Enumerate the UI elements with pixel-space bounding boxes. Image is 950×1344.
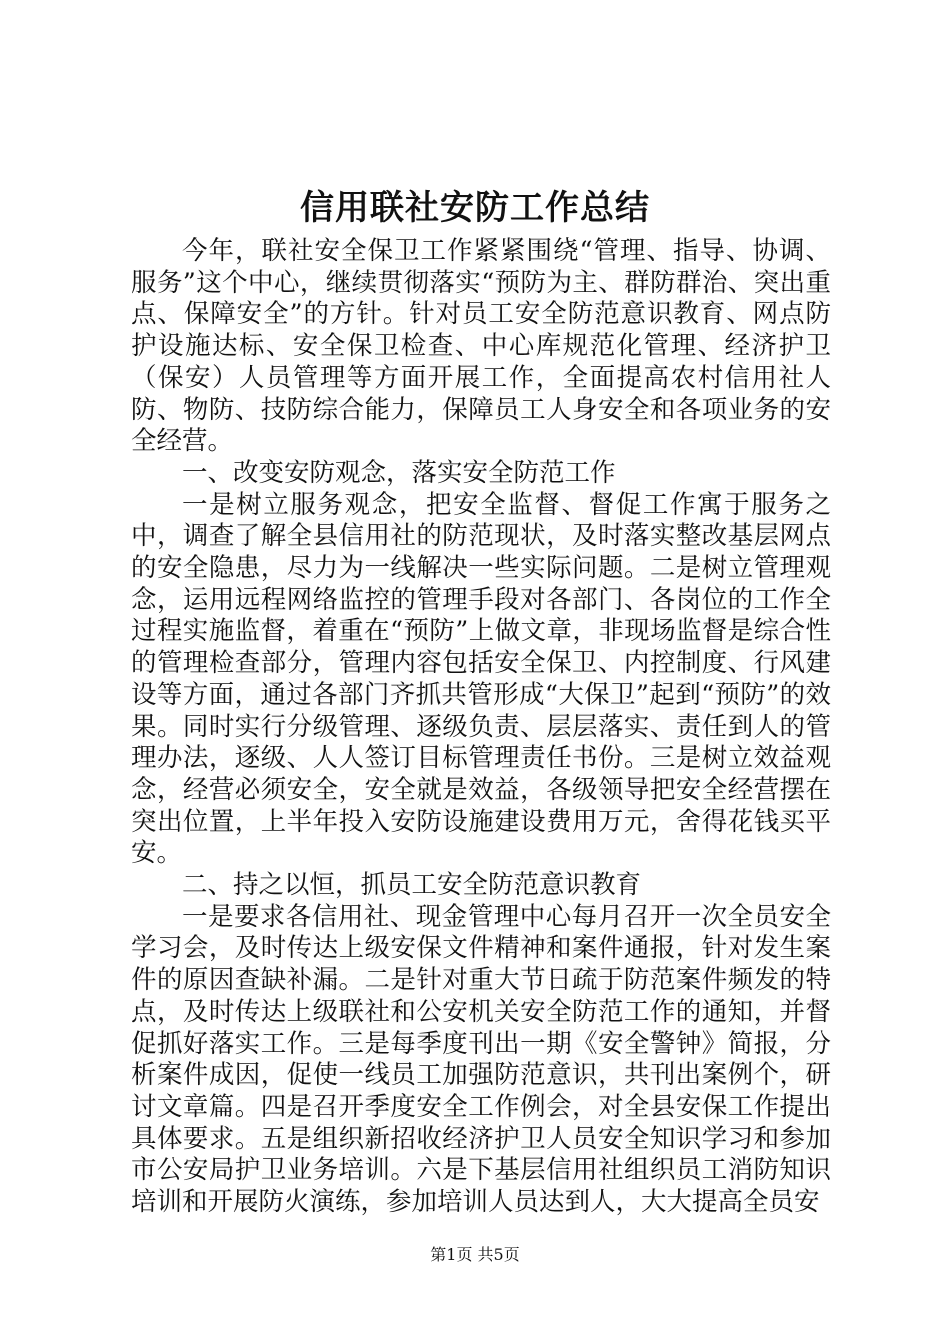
document-title: 信用联社安防工作总结 (300, 188, 650, 228)
paragraph-section-1: 一是树立服务观念，把安全监督、督促工作寓于服务之中，调查了解全县信用社的防范现状，及时落实整改基层网点的安全隐患，尽力为一线解决一些实际问题。二是树立管理观念，运用远程网络监控的管理手段对各部门、各岗位的工作全过程实施监督，着重在“预防”上做文章，非现场监督是综合性的管理检查部分，管理内容包括安全保卫、内控制度、行风建设等方面，通过各部门齐抓共管形成“大保卫”起到“预防”的效果。同时实行分级管理、逐级负责、层层落实、责任到人的管理办法，逐级、人人签订目标管理责任书份。三是树立效益观念，经营必须安全，安全就是效益，各级领导把安全经营摆在突出位置，上半年投入安防设施建设费用万元，舍得花钱买平安。 (131, 489, 831, 869)
paragraph-section-2: 一是要求各信用社、现金管理中心每月召开一次全员安全学习会，及时传达上级安保文件精神和案件通报，针对发生案件的原因查缺补漏。二是针对重大节日疏于防范案件频发的特点，及时传达上级联社和公安机关安全防范工作的通知，并督促抓好落实工作。三是每季度刊出一期《安全警钟》简报，分析案件成因，促使一线员工加强防范意识，共刊出案例个，研讨文章篇。四是召开季度安全工作例会，对全县安保工作提出具体要求。五是组织新招收经济护卫人员安全知识学习和参加市公安局护卫业务培训。六是下基层信用社组织员工消防知识培训和开展防火演练，参加培训人员达到人，大大提高全员安 (131, 901, 831, 1218)
document-body (131, 236, 831, 1219)
section-heading-2: 二、持之以恒，抓员工安全防范意识教育 (182, 870, 642, 901)
paragraph-intro: 今年，联社安全保卫工作紧紧围绕“管理、指导、协调、服务”这个中心，继续贯彻落实“预防为主、群防群治、突出重点、保障安全”的方针。针对员工安全防范意识教育、网点防护设施达标、安全保卫检查、中心库规范化管理、经济护卫（保安）人员管理等方面开展工作，全面提高农村信用社人防、物防、技防综合能力，保障员工人身安全和各项业务的安全经营。 (131, 236, 831, 457)
section-heading-1: 一、改变安防观念，落实安全防范工作 (182, 457, 616, 488)
page-number-indicator: 第1页 共5页 (430, 1245, 520, 1264)
